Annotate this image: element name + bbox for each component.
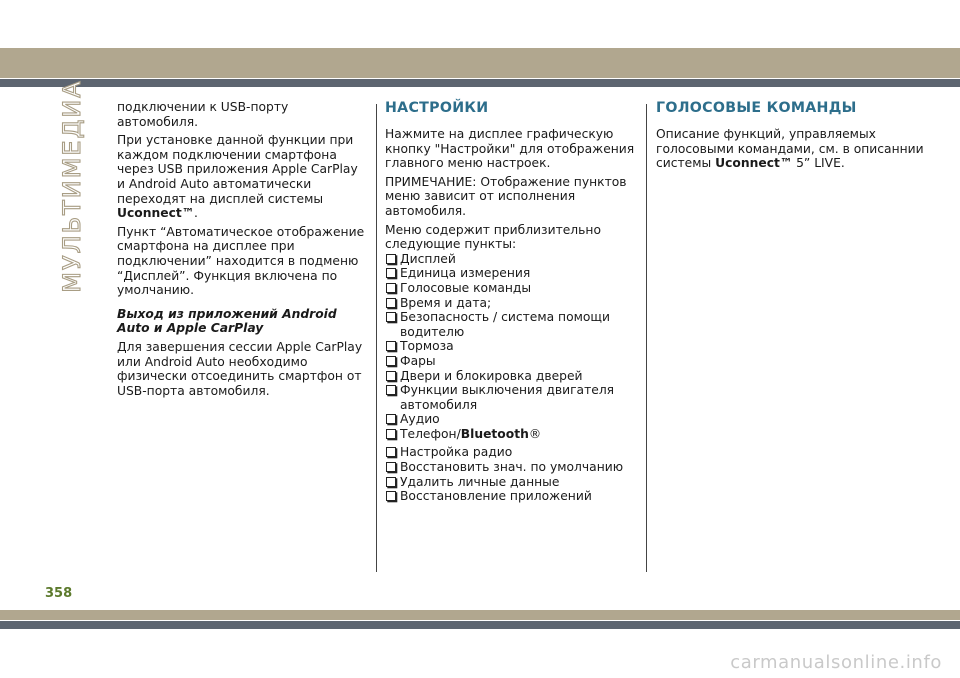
list-item: Время и дата; (385, 296, 640, 311)
list-item: Безопасность / система помощи водителю (385, 310, 640, 339)
text: Телефон/ (400, 426, 461, 441)
text: . (194, 206, 198, 221)
bottom-band (0, 610, 960, 620)
list-item: Дисплей (385, 252, 640, 267)
section-heading-settings: НАСТРОЙКИ (385, 100, 489, 116)
subheading: Выход из приложений Android Auto и Apple CarPlay (117, 306, 337, 336)
column-divider (376, 104, 377, 572)
text: ® (528, 426, 542, 441)
settings-list (385, 252, 640, 504)
paragraph (117, 133, 367, 221)
column-left (117, 100, 367, 402)
side-tab-label: МУЛЬТИМЕДИА (58, 79, 86, 293)
text: Описание функций, управляемых голосовыми командами, см. в описаннии системы (656, 127, 924, 171)
paragraph: Пункт “Автоматическое отображение смартфона на дисплее при подключении” находится в подменю “Дисплей”. Функция включена по умолчанию. (117, 224, 365, 298)
section-side-tab (58, 79, 86, 293)
list-item: Двери и блокировка дверей (385, 369, 640, 384)
watermark: carmanualsonline.info (730, 652, 942, 673)
list-item (385, 427, 640, 442)
column-middle (385, 100, 640, 504)
list-item: Фары (385, 354, 640, 369)
column-divider (646, 104, 647, 572)
list-item: Восстановление приложений (385, 489, 640, 504)
list-item: Настройка радио (385, 445, 640, 460)
top-band (0, 48, 960, 78)
bottom-band-dark (0, 621, 960, 629)
list-item: Удалить личные данные (385, 475, 640, 490)
paragraph: Меню содержит приблизительно следующие пункты: (385, 222, 601, 252)
brand-name: Bluetooth (460, 426, 529, 441)
text: При установке данной функции при каждом подключении смартфона через USB приложения Apple CarPlay и Android Auto автоматически переходят на дисплей системы (117, 133, 358, 206)
paragraph: подключении к USB-порту автомобиля. (117, 100, 289, 129)
section-heading-voice-commands: ГОЛОСОВЫЕ КОМАНДЫ (656, 100, 857, 116)
paragraph (656, 127, 926, 171)
brand-name: Uconnect™ (715, 156, 793, 171)
list-item: Тормоза (385, 339, 640, 354)
list-item: Восстановить знач. по умолчанию (385, 460, 640, 475)
page-number: 358 (45, 586, 73, 601)
list-item: Функции выключения двигателя автомобиля (385, 383, 640, 412)
top-band-dark (0, 79, 960, 87)
note: ПРИМЕЧАНИЕ: Отображение пунктов меню зависит от исполнения автомобиля. (385, 174, 627, 218)
paragraph: Нажмите на дисплее графическую кнопку "Настройки" для отображения главного меню настроек. (385, 127, 635, 171)
text: 5” LIVE. (792, 156, 845, 171)
paragraph: Для завершения сессии Apple CarPlay или Android Auto необходимо физически отсоединить смартфон от USB-порта автомобиля. (117, 339, 363, 398)
brand-name: Uconnect™ (117, 206, 195, 221)
list-item: Единица измерения (385, 266, 640, 281)
list-item: Аудио (385, 412, 640, 427)
list-item: Голосовые команды (385, 281, 640, 296)
column-right (656, 100, 926, 175)
